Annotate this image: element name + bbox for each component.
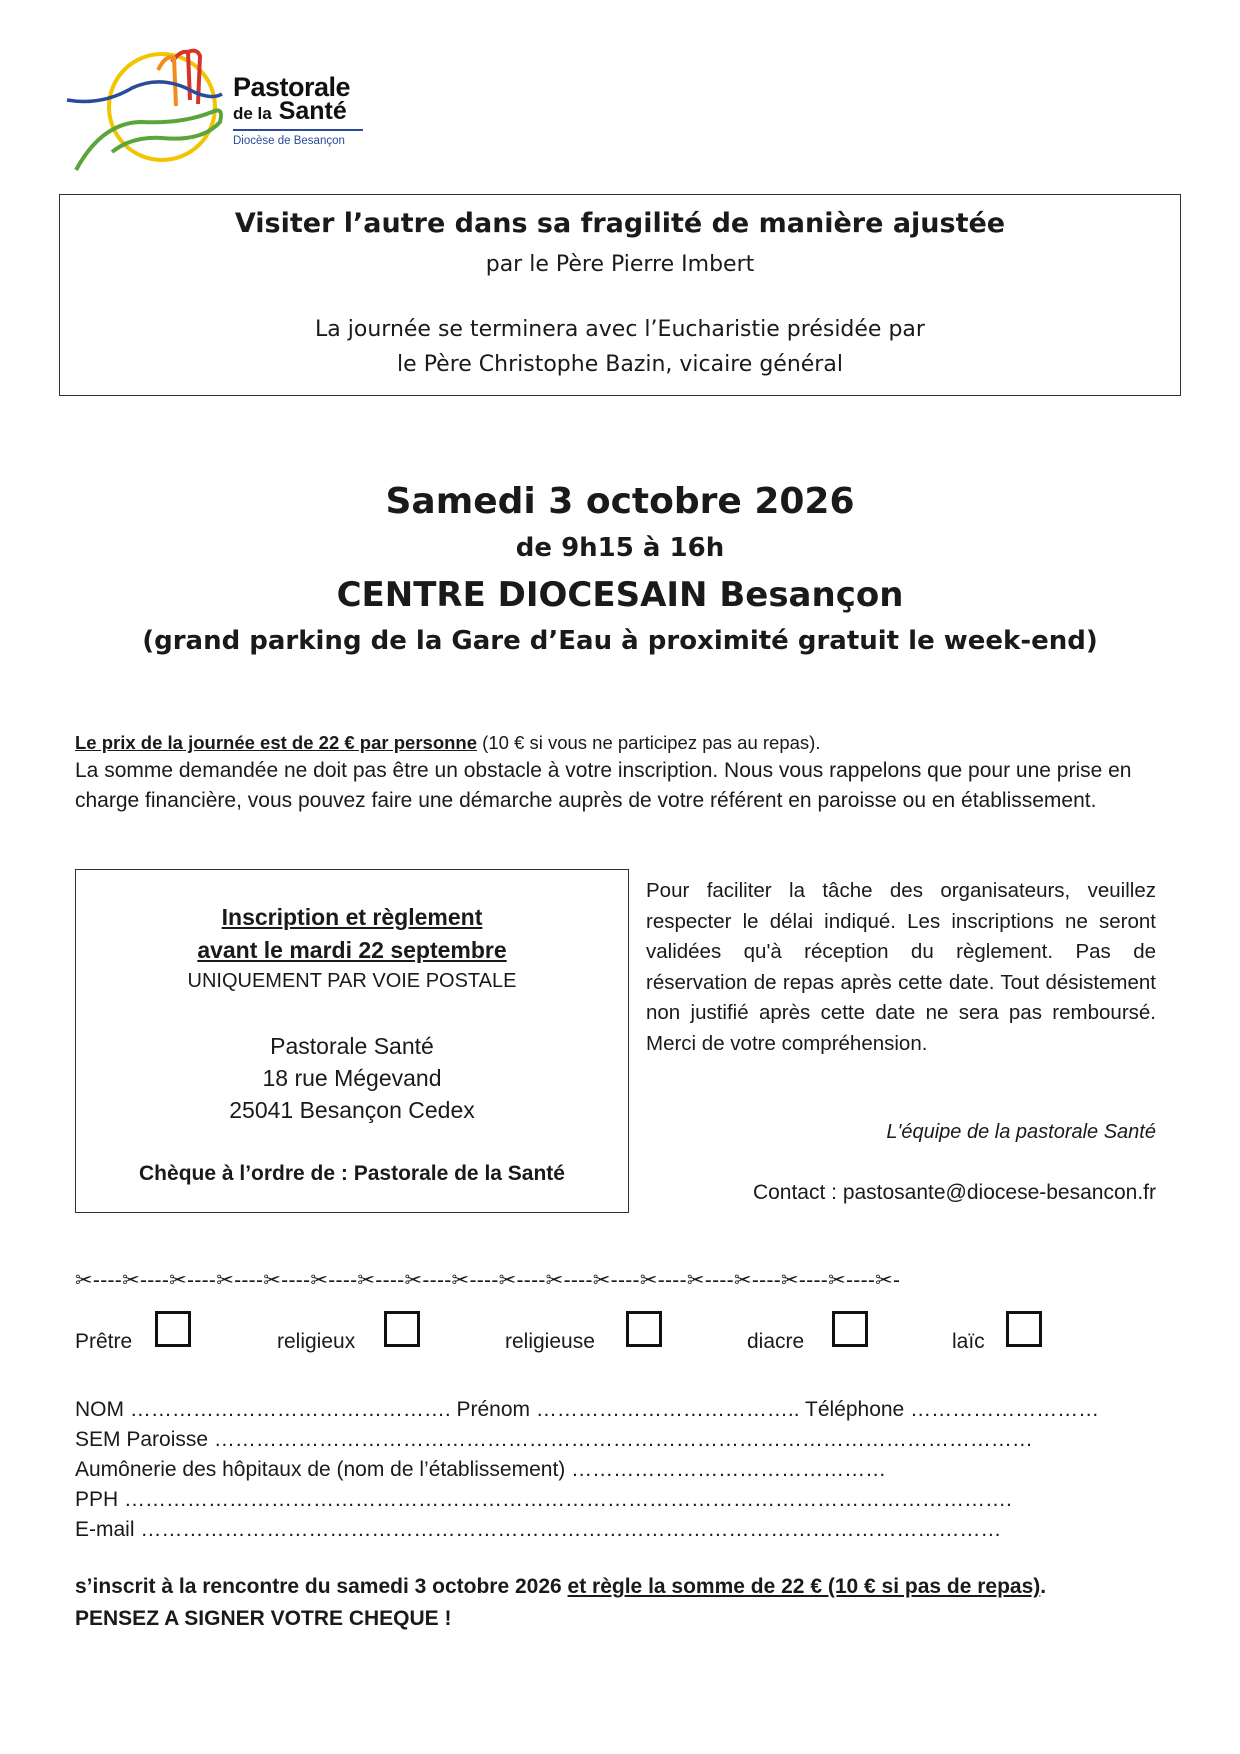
role-label-diacre: diacre <box>747 1330 805 1353</box>
inscription-deadline: avant le mardi 22 septembre <box>197 937 507 963</box>
address-line-1: Pastorale Santé <box>270 1033 434 1059</box>
theme-author: par le Père Pierre Imbert <box>485 252 755 277</box>
price-line <box>75 730 1175 756</box>
registration-part-1: s’inscrit à la rencontre du samedi 3 octobre 2026 <box>75 1575 568 1598</box>
role-label-religieux: religieux <box>277 1330 356 1353</box>
logo-divider <box>233 129 363 131</box>
logo-subtitle <box>233 97 347 126</box>
price-rest: (10 € si vous ne participez pas au repas). <box>477 732 821 753</box>
role-checkbox-religieuse[interactable] <box>626 1311 662 1347</box>
price-bold: Le prix de la journée est de 22 € par personne <box>75 732 478 753</box>
logo-subtitle-small: de la <box>233 104 272 123</box>
address-line-2: 18 rue Mégevand <box>262 1065 442 1091</box>
role-checkbox-diacre[interactable] <box>832 1311 868 1347</box>
inscription-title: Inscription et règlement <box>221 904 483 930</box>
scissors-cut-line: ✂----✂----✂----✂----✂----✂----✂----✂----✂----✂----✂----✂----✂----✂----✂----✂----✂----✂- <box>75 1269 901 1292</box>
event-time: de 9h15 à 16h <box>515 533 725 563</box>
role-checkbox-pretre[interactable] <box>155 1311 191 1347</box>
logo-diocese: Diocèse de Besançon <box>233 135 345 147</box>
price-paragraph: La somme demandée ne doit pas être un obstacle à votre inscription. Nous vous rappelons que pour une prise en charge financière, vous pouvez faire une démarche auprès de votre référent en paroisse ou en établissement. <box>75 759 1132 812</box>
closing-line-2: le Père Christophe Bazin, vicaire général <box>397 352 843 377</box>
event-parking: (grand parking de la Gare d’Eau à proximité gratuit le week-end) <box>142 626 1098 656</box>
theme-title: Visiter l’autre dans sa fragilité de manière ajustée <box>234 208 1006 239</box>
sign-cheque-warning: PENSEZ A SIGNER VOTRE CHEQUE ! <box>75 1607 452 1630</box>
role-checkbox-religieux[interactable] <box>384 1311 420 1347</box>
address-line-3: 25041 Besançon Cedex <box>229 1097 475 1123</box>
logo-subtitle-big: Santé <box>278 97 347 125</box>
role-label-religieuse: religieuse <box>505 1330 595 1353</box>
form-line-aumonerie[interactable]: Aumônerie des hôpitaux de (nom de l’établissement) ……………………………………… <box>75 1458 887 1481</box>
contact-email: Contact : pastosante@diocese-besancon.fr <box>752 1181 1156 1204</box>
registration-statement <box>75 1575 1046 1599</box>
role-checkbox-laic[interactable] <box>1006 1311 1042 1347</box>
logo-green-hand <box>76 110 221 170</box>
form-line-name[interactable]: NOM ………………………………………. Prénom ……………………………….. Téléphone ……………………… <box>75 1398 1100 1421</box>
closing-line-1: La journée se terminera avec l’Eucharistie présidée par <box>315 317 925 342</box>
inscription-mode: UNIQUEMENT PAR VOIE POSTALE <box>187 970 517 992</box>
form-line-pph[interactable]: PPH ………………………………………………………………………………………………………………. <box>75 1488 1012 1511</box>
role-label-laic: laïc <box>952 1330 985 1353</box>
event-date: Samedi 3 octobre 2026 <box>385 481 855 522</box>
registration-part-2: et règle la somme de 22 € (10 € si pas de repas) <box>567 1575 1041 1598</box>
form-line-email[interactable]: E-mail …………………………………………………………………………………………………………… <box>75 1518 1002 1541</box>
logo-title: Pastorale <box>233 72 351 102</box>
signature: L'équipe de la pastorale Santé <box>886 1121 1156 1143</box>
role-label-pretre: Prêtre <box>75 1330 133 1353</box>
cheque-order: Chèque à l’ordre de : Pastorale de la Santé <box>139 1162 565 1185</box>
form-line-paroisse[interactable]: SEM Paroisse ……………………………………………………………………………………………………… <box>75 1428 1033 1451</box>
event-place: CENTRE DIOCESAIN Besançon <box>336 575 904 615</box>
organizer-notice: Pour faciliter la tâche des organisateurs, veuillez respecter le délai indiqué. Les inscriptions ne seront validées qu'à réception du règlement. Pas de réservation de repas après cette date. Tout désistement non justifié après cette date ne sera pas remboursé. Merci de votre compréhension. <box>646 879 1156 1055</box>
registration-part-3: . <box>1040 1575 1047 1598</box>
